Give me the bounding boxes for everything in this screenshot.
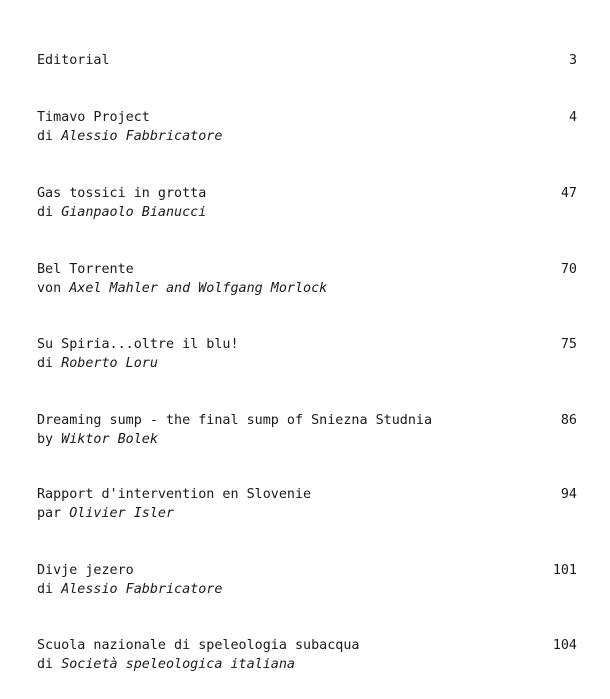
toc-entry [37,485,577,523]
toc-entry-title: Su Spiria...oltre il blu! [37,337,239,352]
toc-entry [37,108,577,146]
toc-entry-author: Axel Mahler and Wolfgang Morlock [69,281,328,296]
toc-entry-byline [37,655,577,674]
toc-entry-byline [37,504,577,523]
toc-entry-page: 101 [552,563,577,578]
toc-entry-page: 47 [560,186,577,201]
toc-entry-byline [37,354,577,373]
toc-entry-author: Roberto Loru [61,356,158,371]
toc-entry-title: Divje jezero [37,563,134,578]
toc-entry-page: 86 [560,413,577,428]
toc-entry-page: 3 [568,53,577,68]
toc-entry-title: Timavo Project [37,110,150,125]
toc-entry-author: Gianpaolo Bianucci [61,205,207,220]
toc-entry-byline [37,430,577,449]
toc-entry-page: 104 [552,638,577,653]
toc-entry-byline [37,127,577,146]
toc-entry-prefix: di [37,205,54,220]
toc-entry-title: Dreaming sump - the final sump of Sniezna Studnia [37,413,433,428]
toc-entry-prefix: par [37,506,62,521]
toc-entry-page: 4 [568,110,577,125]
toc-entry-prefix: von [37,281,62,296]
toc-entry-page: 94 [560,487,577,502]
toc-entry-title: Rapport d'intervention en Slovenie [37,487,312,502]
toc-entry-author: Olivier Isler [69,506,175,521]
toc-entry-title: Scuola nazionale di speleologia subacqua [37,638,360,653]
toc-entry [37,184,577,222]
toc-entry-author: Alessio Fabbricatore [61,582,223,597]
toc-entry-prefix: di [37,356,54,371]
toc-entry-prefix: di [37,582,54,597]
toc-entry [37,561,577,599]
toc-entry-author: Società speleologica italiana [61,657,295,672]
toc-entry [37,260,577,298]
toc-entry [37,636,577,674]
toc-entry [37,411,577,449]
toc-entry-byline [37,580,577,599]
toc-entry-byline [37,203,577,222]
toc-entry-title: Gas tossici in grotta [37,186,207,201]
toc-entry-byline [37,279,577,298]
toc-entry-title: Editorial [37,53,110,68]
toc-entry-title: Bel Torrente [37,262,134,277]
toc-entry-author: Wiktor Bolek [61,432,158,447]
toc-entry-page: 75 [560,337,577,352]
toc-entry-prefix: di [37,657,54,672]
toc-entry-prefix: by [37,432,54,447]
toc-entry-author: Alessio Fabbricatore [61,129,223,144]
toc-entry-page: 70 [560,262,577,277]
toc-entry [37,335,577,373]
toc-entry-prefix: di [37,129,54,144]
toc-entry-editorial [37,51,577,70]
